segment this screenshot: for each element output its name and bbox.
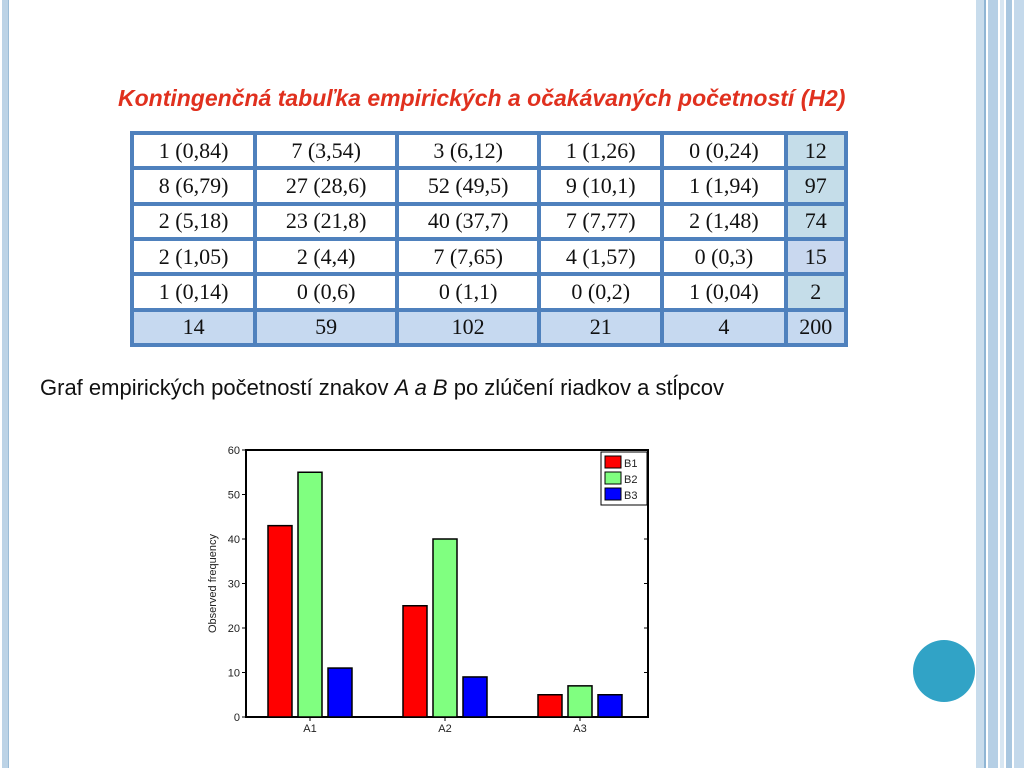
decorative-circle xyxy=(913,640,975,702)
column-total-cell: 14 xyxy=(134,312,253,343)
column-total-cell: 200 xyxy=(788,312,844,343)
table-row xyxy=(134,206,844,237)
table-cell: 52 (49,5) xyxy=(399,170,537,201)
bar-a3-b1 xyxy=(538,695,562,717)
bar-chart-svg xyxy=(200,438,660,738)
y-axis-label: Observed frequency xyxy=(207,533,219,634)
y-tick-label: 0 xyxy=(233,712,240,724)
table-cell: 3 (6,12) xyxy=(399,135,537,166)
legend-label: B3 xyxy=(624,490,638,502)
y-tick-label: 20 xyxy=(227,623,240,635)
table-cell: 0 (0,2) xyxy=(541,276,660,307)
table-row xyxy=(134,276,844,307)
column-total-cell: 21 xyxy=(541,312,660,343)
table-cell: 2 (1,05) xyxy=(134,241,253,272)
table-cell: 0 (0,6) xyxy=(257,276,395,307)
row-total-cell: 2 xyxy=(788,276,844,307)
column-totals-row xyxy=(134,312,844,343)
legend-swatch-b1 xyxy=(605,456,621,468)
left-border-decoration xyxy=(0,0,12,768)
bar-a1-b3 xyxy=(328,668,352,717)
caption-variables: A a B xyxy=(394,375,448,400)
bar-a3-b2 xyxy=(568,686,592,717)
bar-a2-b2 xyxy=(433,539,457,717)
table-cell: 0 (0,3) xyxy=(664,241,783,272)
y-tick-label: 30 xyxy=(227,578,240,591)
table-cell: 7 (7,77) xyxy=(541,206,660,237)
table-cell: 4 (1,57) xyxy=(541,241,660,272)
row-total-cell: 12 xyxy=(788,135,844,166)
legend-swatch-b2 xyxy=(605,472,621,484)
row-total-cell: 97 xyxy=(788,170,844,201)
table-cell: 1 (1,94) xyxy=(664,170,783,201)
column-total-cell: 102 xyxy=(399,312,537,343)
table-cell: 23 (21,8) xyxy=(257,206,395,237)
row-total-cell: 74 xyxy=(788,206,844,237)
table-row xyxy=(134,135,844,166)
table-cell: 8 (6,79) xyxy=(134,170,253,201)
table-cell: 27 (28,6) xyxy=(257,170,395,201)
contingency-grid xyxy=(130,131,848,347)
bar-a1-b2 xyxy=(298,472,322,717)
bar-a2-b1 xyxy=(403,606,427,717)
bar-a1-b1 xyxy=(268,526,292,717)
contingency-table xyxy=(130,131,848,347)
table-cell: 1 (0,14) xyxy=(134,276,253,307)
caption-text-after: po zlúčení riadkov a stĺpcov xyxy=(447,375,724,400)
legend-label: B1 xyxy=(624,458,638,470)
column-total-cell: 59 xyxy=(257,312,395,343)
legend-label: B2 xyxy=(624,474,638,486)
caption-text-before: Graf empirických početností znakov xyxy=(40,375,395,400)
table-cell: 9 (10,1) xyxy=(541,170,660,201)
legend-swatch-b3 xyxy=(605,488,621,500)
table-cell: 0 (0,24) xyxy=(664,135,783,166)
table-cell: 2 (4,4) xyxy=(257,241,395,272)
table-cell: 2 (1,48) xyxy=(664,206,783,237)
row-total-cell: 15 xyxy=(788,241,844,272)
x-tick-label: A1 xyxy=(303,723,317,735)
bar-chart xyxy=(200,438,660,738)
table-row xyxy=(134,241,844,272)
table-cell: 0 (1,1) xyxy=(399,276,537,307)
table-cell: 7 (3,54) xyxy=(257,135,395,166)
y-tick-label: 60 xyxy=(227,445,240,457)
column-total-cell: 4 xyxy=(664,312,783,343)
y-tick-label: 10 xyxy=(227,667,240,680)
right-border-decoration xyxy=(976,0,1024,768)
table-cell: 1 (1,26) xyxy=(541,135,660,166)
table-cell: 40 (37,7) xyxy=(399,206,537,237)
y-tick-label: 50 xyxy=(227,489,240,502)
x-tick-label: A3 xyxy=(573,723,587,735)
chart-caption xyxy=(40,375,724,401)
table-cell: 1 (0,84) xyxy=(134,135,253,166)
table-row xyxy=(134,170,844,201)
table-cell: 7 (7,65) xyxy=(399,241,537,272)
slide-title: Kontingenčná tabuľka empirických a očakávaných početností (H2) xyxy=(118,85,846,111)
table-cell: 2 (5,18) xyxy=(134,206,253,237)
bar-a3-b3 xyxy=(598,695,622,717)
bar-a2-b3 xyxy=(463,677,487,717)
table-cell: 1 (0,04) xyxy=(664,276,783,307)
x-tick-label: A2 xyxy=(438,723,452,735)
y-tick-label: 40 xyxy=(227,534,240,546)
